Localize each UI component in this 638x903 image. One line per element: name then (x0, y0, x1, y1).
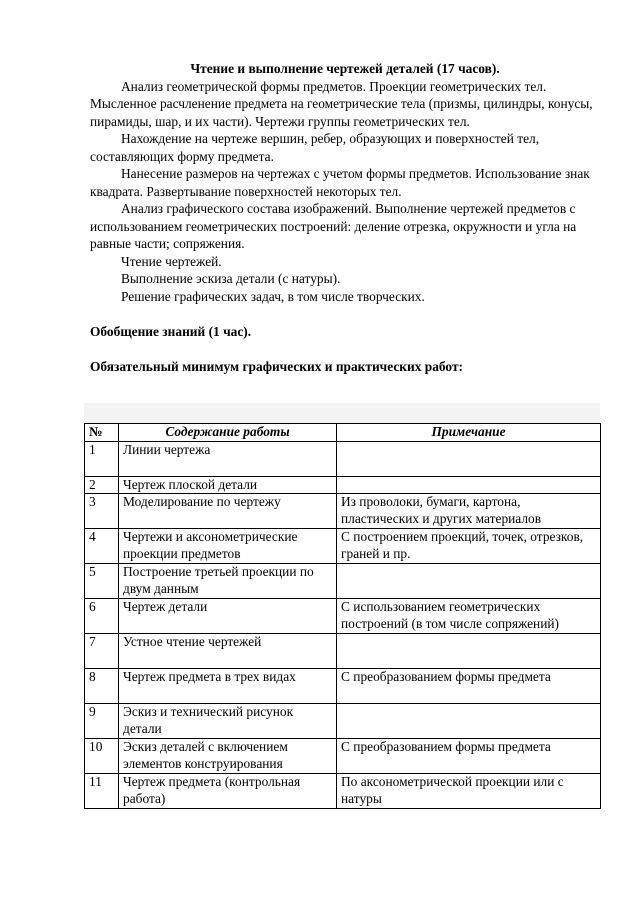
section-title: Чтение и выполнение чертежей деталей (17 часов). (190, 61, 500, 76)
paragraph: Анализ геометрической формы предметов. Проекции геометрических тел. Мысленное расчленение предмета на геометрические тела (призмы, цилиндры, конусы, пирамиды, шар, и их части). Чертежи группы геометрических тел. (90, 78, 593, 129)
row-note: Из проволоки, бумаги, картона, пластических и других материалов (337, 494, 601, 529)
row-content: Чертеж плоской детали (119, 476, 337, 494)
row-note: По аксонометрической проекции или с натуры (337, 774, 601, 809)
row-content: Эскиз и технический рисунок детали (119, 704, 337, 739)
paragraph: Выполнение эскиза детали (с натуры). (121, 271, 341, 286)
row-note (337, 476, 601, 494)
row-content: Чертеж предмета (контрольная работа) (119, 774, 337, 809)
paragraph: Нанесение размеров на чертежах с учетом формы предметов. Использование знак квадрата. Развертывание поверхностей некоторых тел. (90, 166, 590, 199)
row-content: Чертеж детали (119, 599, 337, 634)
row-num: 9 (85, 704, 119, 739)
table-row (85, 529, 601, 564)
works-table (84, 423, 601, 809)
row-note (337, 634, 601, 669)
row-content: Линии чертежа (119, 441, 337, 476)
row-num: 8 (85, 669, 119, 704)
paragraph: Анализ графического состава изображений. Выполнение чертежей предметов с использованием геометрических построений: деление отрезка, окружности и угла на равные части; сопряжения. (90, 201, 577, 251)
row-num: 6 (85, 599, 119, 634)
row-note: С использованием геометрических построений (в том числе сопряжений) (337, 599, 601, 634)
row-content: Чертеж предмета в трех видах (119, 669, 337, 704)
table-row (85, 669, 601, 704)
paragraph: Чтение чертежей. (121, 253, 222, 269)
row-num: 3 (85, 494, 119, 529)
table-row (85, 494, 601, 529)
row-note (337, 704, 601, 739)
row-num: 11 (85, 774, 119, 809)
table-row (85, 599, 601, 634)
paragraph: Нахождение на чертеже вершин, ребер, образующих и поверхностей тел, составляющих форму предмета. (90, 131, 540, 164)
minimum-heading: Обязательный минимум графических и практических работ: (90, 358, 463, 374)
table-row (85, 774, 601, 809)
table-row (85, 634, 601, 669)
row-content: Чертежи и аксонометрические проекции предметов (119, 529, 337, 564)
row-num: 7 (85, 634, 119, 669)
header-content: Содержание работы (119, 424, 337, 442)
table-top-shade (84, 403, 600, 423)
row-note (337, 564, 601, 599)
row-note: С преобразованием формы предмета (337, 669, 601, 704)
paragraph: Решение графических задач, в том числе творческих. (121, 288, 425, 304)
row-num: 10 (85, 739, 119, 774)
summary-heading: Обобщение знаний (1 час). (90, 323, 252, 339)
document-page (90, 60, 600, 375)
table-row (85, 476, 601, 494)
row-content: Эскиз деталей с включением элементов конструирования (119, 739, 337, 774)
row-content: Устное чтение чертежей (119, 634, 337, 669)
table-row (85, 704, 601, 739)
row-content: Построение третьей проекции по двум данным (119, 564, 337, 599)
table-row (85, 441, 601, 476)
table-row (85, 564, 601, 599)
row-num: 4 (85, 529, 119, 564)
row-note: С построением проекций, точек, отрезков, граней и пр. (337, 529, 601, 564)
table-row (85, 739, 601, 774)
row-note: С преобразованием формы предмета (337, 739, 601, 774)
header-num: № (85, 424, 119, 442)
row-note (337, 441, 601, 476)
row-content: Моделирование по чертежу (119, 494, 337, 529)
table-header-row (85, 424, 601, 442)
row-num: 5 (85, 564, 119, 599)
row-num: 2 (85, 476, 119, 494)
header-note: Примечание (337, 424, 601, 442)
row-num: 1 (85, 441, 119, 476)
